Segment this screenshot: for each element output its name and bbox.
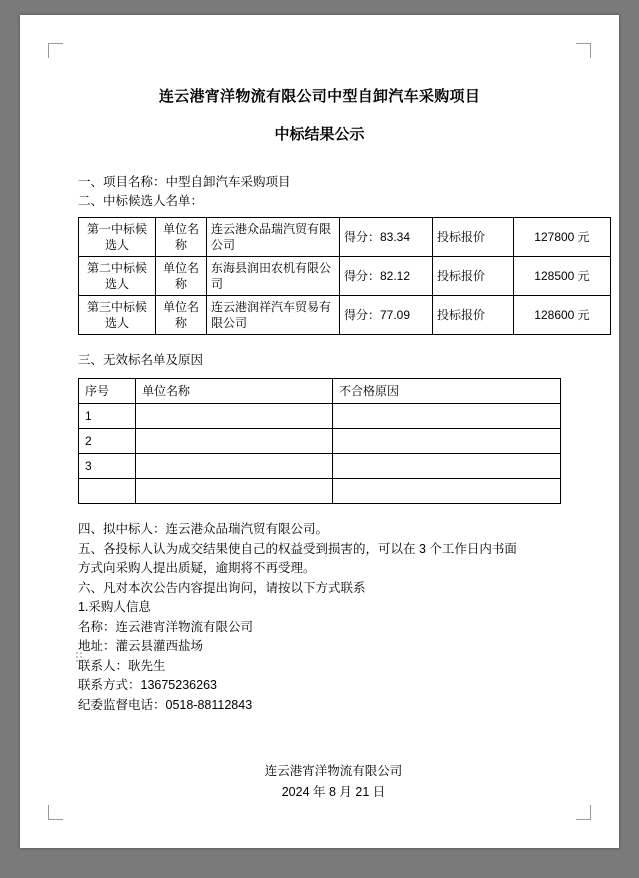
- candidate-unit-name: 连云港众品瑞汽贸有限公司: [207, 218, 340, 257]
- discipline-supervision-phone: 纪委监督电话：0518-88112843: [78, 697, 253, 712]
- candidate-rank: 第三中标候选人: [79, 296, 156, 335]
- candidates-table: [78, 217, 611, 335]
- candidate-unit-name: 东海县润田农机有限公司: [207, 257, 340, 296]
- invalid-row-no: 1: [79, 404, 136, 429]
- document-body: [78, 75, 590, 803]
- table-row: [79, 429, 561, 454]
- section-5-line-2: 方式向采购人提出质疑，逾期将不再受理。: [78, 561, 316, 575]
- invalid-row-reason: [333, 429, 561, 454]
- purchaser-name: 名称：连云港宵洋物流有限公司: [78, 619, 254, 634]
- table-header-row: [79, 379, 561, 404]
- purchaser-contact-person: 联系人：耿先生: [78, 658, 166, 673]
- candidate-price-label: 投标报价: [433, 296, 514, 335]
- purchaser-address: 地址：灌云县灌西盐场: [78, 639, 204, 653]
- invalid-row-no: 3: [79, 454, 136, 479]
- candidate-price: 128500 元: [514, 257, 611, 296]
- section-2-candidates-heading: 二、中标候选人名单：: [78, 194, 204, 208]
- crop-mark-top-right: [576, 43, 591, 58]
- table-row: [79, 479, 561, 504]
- crop-mark-bottom-left: [48, 805, 63, 820]
- purchaser-info-heading: 1.采购人信息: [78, 600, 151, 614]
- signature-date: 2024 年 8 月 21 日: [281, 785, 386, 799]
- crop-mark-top-left: [48, 43, 63, 58]
- column-header-reason: 不合格原因: [333, 379, 561, 404]
- invalid-row-unit: [136, 479, 333, 504]
- table-row: [79, 454, 561, 479]
- candidate-score: 得分：77.09: [340, 296, 433, 335]
- candidate-price: 128600 元: [514, 296, 611, 335]
- column-header-unit: 单位名称: [136, 379, 333, 404]
- invalid-row-unit: [136, 454, 333, 479]
- signature-block: [78, 761, 561, 803]
- table-row: [79, 218, 611, 257]
- crop-mark-bottom-right: [576, 805, 591, 820]
- candidate-unit-label: 单位名称: [156, 218, 207, 257]
- candidate-price-label: 投标报价: [433, 218, 514, 257]
- document-page: [20, 15, 619, 848]
- invalid-row-no: [79, 479, 136, 504]
- section-6-contact-heading: 六、凡对本次公告内容提出询问，请按以下方式联系: [78, 580, 366, 595]
- section-4-winner: 四、拟中标人：连云港众品瑞汽贸有限公司。: [78, 522, 329, 536]
- invalid-bids-table: [78, 378, 561, 504]
- candidate-score: 得分：83.34: [340, 218, 433, 257]
- candidate-rank: 第二中标候选人: [79, 257, 156, 296]
- table-row: [79, 296, 611, 335]
- invalid-row-reason: [333, 479, 561, 504]
- invalid-row-reason: [333, 454, 561, 479]
- invalid-row-unit: [136, 404, 333, 429]
- table-row: [79, 404, 561, 429]
- candidate-unit-label: 单位名称: [156, 257, 207, 296]
- signature-company: 连云港宵洋物流有限公司: [264, 764, 403, 778]
- candidate-price: 127800 元: [514, 218, 611, 257]
- section-3-invalid-heading: 三、无效标名单及原因: [78, 353, 204, 367]
- invalid-row-reason: [333, 404, 561, 429]
- candidate-rank: 第一中标候选人: [79, 218, 156, 257]
- candidate-unit-name: 连云港润祥汽车贸易有限公司: [207, 296, 340, 335]
- invalid-row-unit: [136, 429, 333, 454]
- table-row: [79, 257, 611, 296]
- candidate-score: 得分：82.12: [340, 257, 433, 296]
- candidate-unit-label: 单位名称: [156, 296, 207, 335]
- document-subtitle: 中标结果公示: [274, 126, 365, 143]
- purchaser-phone: 联系方式：13675236263: [78, 678, 217, 692]
- candidate-price-label: 投标报价: [433, 257, 514, 296]
- section-1-project-name: 一、项目名称：中型自卸汽车采购项目: [78, 175, 291, 189]
- invalid-row-no: 2: [79, 429, 136, 454]
- section-5-line-1: 五、各投标人认为成交结果使自己的权益受到损害的，可以在 3 个工作日内书面: [78, 541, 517, 556]
- column-header-no: 序号: [79, 379, 136, 404]
- document-title: 连云港宵洋物流有限公司中型自卸汽车采购项目: [158, 88, 481, 105]
